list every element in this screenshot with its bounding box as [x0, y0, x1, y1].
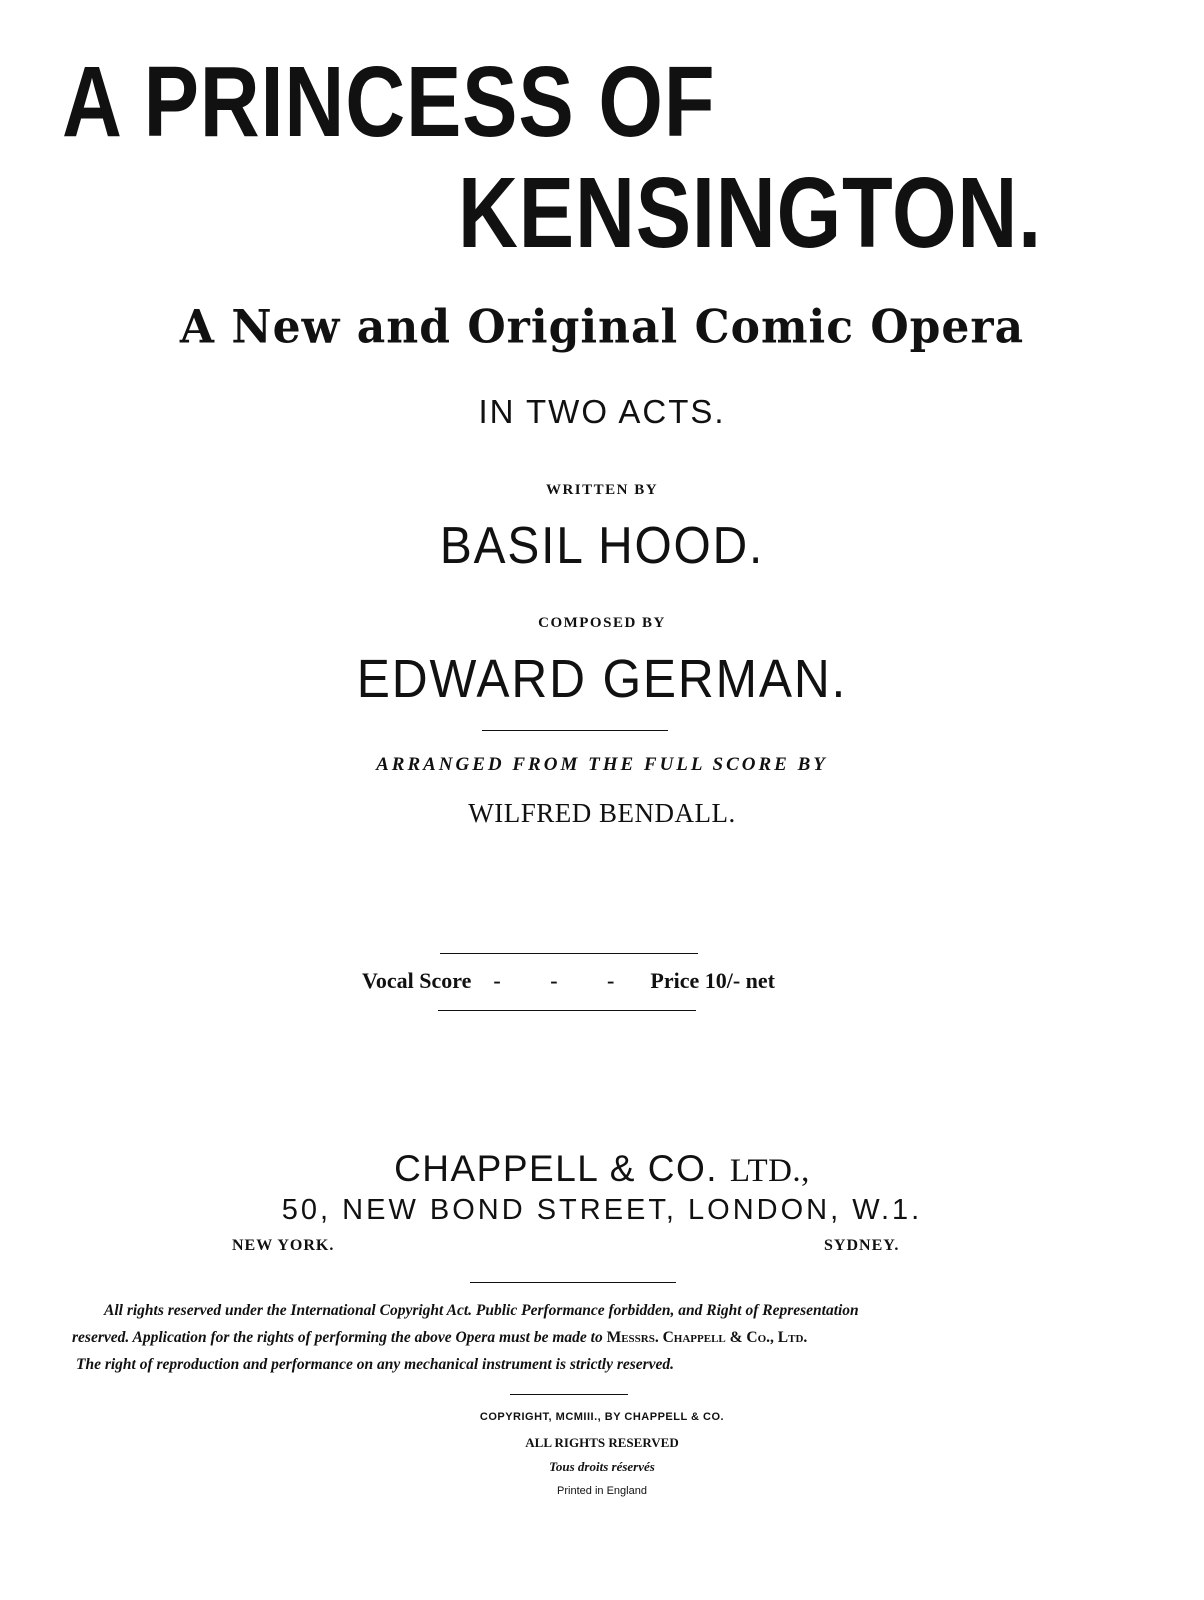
all-rights-reserved: ALL RIGHTS RESERVED — [525, 1435, 679, 1450]
price-rule-bottom — [438, 1010, 696, 1011]
tous-droits-reserves: Tous droits réservés — [549, 1459, 655, 1474]
arranged-by-label: ARRANGED FROM THE FULL SCORE BY — [376, 754, 828, 775]
divider-rule-2 — [470, 1282, 676, 1283]
publisher-address: 50, NEW BOND STREET, LONDON, W.1. — [281, 1194, 923, 1226]
title-line-1: A PRINCESS OF — [62, 46, 716, 158]
subtitle: A New and Original Comic Opera — [179, 300, 1025, 355]
city-sydney: SYDNEY. — [824, 1237, 900, 1254]
rights-notice-line-2 — [72, 1330, 1072, 1346]
composed-by-label: COMPOSED BY — [538, 615, 666, 631]
author-name: BASIL HOOD. — [439, 517, 765, 575]
price-line — [362, 970, 822, 992]
acts-line: IN TWO ACTS. — [478, 393, 726, 430]
publisher-name-text: CHAPPELL & CO. — [394, 1148, 719, 1189]
divider-rule-3 — [510, 1394, 628, 1395]
arranger-name: WILFRED BENDALL. — [468, 798, 736, 828]
divider-rule-1 — [482, 730, 668, 731]
price-value: Price 10/- net — [650, 968, 775, 993]
rights-notice-line-3: The right of reproduction and performance on any mechanical instrument is strictly reserved. — [76, 1356, 675, 1373]
city-new-york: NEW YORK. — [232, 1237, 335, 1254]
publisher-ltd: LTD., — [729, 1153, 810, 1189]
price-dashes: - - - — [493, 968, 637, 993]
title-line-2: KENSINGTON. — [458, 157, 1043, 269]
price-label: Vocal Score — [362, 968, 472, 993]
price-rule-top — [440, 953, 698, 954]
composer-name: EDWARD GERMAN. — [356, 649, 848, 709]
rights-line-2-text: reserved. Application for the rights of performing the above Opera must be made to — [72, 1329, 603, 1346]
copyright-line: COPYRIGHT, MCMIII., BY CHAPPELL & CO. — [479, 1411, 725, 1423]
rights-notice-line-1: All rights reserved under the International Copyright Act. Public Performance forbidden, and Right of Representation — [104, 1302, 859, 1319]
written-by-label: WRITTEN BY — [545, 482, 659, 498]
printed-in-england: Printed in England — [557, 1485, 647, 1497]
rights-line-2-publisher: Messrs. Chappell & Co., Ltd. — [606, 1329, 808, 1346]
publisher-name — [0, 1150, 1204, 1188]
